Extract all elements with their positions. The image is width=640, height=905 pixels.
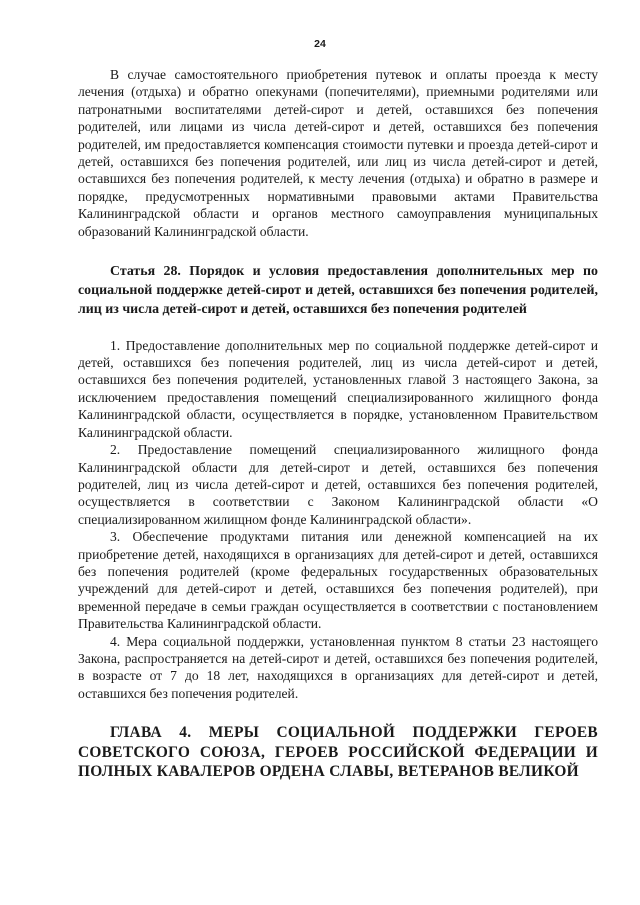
chapter-4-heading: ГЛАВА 4. МЕРЫ СОЦИАЛЬНОЙ ПОДДЕРЖКИ ГЕРОЕВ СОВЕТСКОГО СОЮЗА, ГЕРОЕВ РОССИЙСКОЙ ФЕДЕРАЦИИ И ПОЛНЫХ КАВАЛЕРОВ ОРДЕНА СЛАВЫ, ВЕТЕРАНОВ ВЕЛИКОЙ <box>78 724 598 781</box>
intro-paragraph: В случае самостоятельного приобретения путевок и оплаты проезда к месту лечения (отдыха) и обратно опекунами (попечителями), приемными родителями или патронатными воспитателями детей-сирот и детей, оставшихся без попечения родителей, или лицами из числа детей-сирот и детей, оставшихся без попечения родителей, им предоставляется компенсация стоимости путевки и проезда детей-сирот и детей, оставшихся без попечения родителей, или лиц из числа детей-сирот и детей, оставшихся без попечения родителей, к месту лечения (отдыха) и обратно в размере и порядке, предусмотренных нормативными правовыми актами Правительства Калининградской области и органов местного самоуправления муниципальных образований Калининградской области. <box>78 67 598 239</box>
article-paragraph-4: 4. Мера социальной поддержки, установленная пунктом 8 статьи 23 настоящего Закона, распространяется на детей-сирот и детей, оставшихся без попечения родителей, в возрасте от 7 до 18 лет, находящихся в организациях для детей-сирот и детей, оставшихся без попечения родителей. <box>78 633 598 701</box>
article-paragraph-3: 3. Обеспечение продуктами питания или денежной компенсацией на их приобретение детей, находящихся в организациях для детей-сирот и детей, оставшихся без попечения родителей (кроме федеральных государственных образовательных учреждений для детей-сирот и детей, оставшихся без попечения родителей), при временной передаче в семьи граждан осуществляется в соответствии с постановлением Правительства Калининградской области. <box>78 529 598 632</box>
page-content <box>78 66 598 782</box>
article-28-heading: Статья 28. Порядок и условия предоставления дополнительных мер по социальной поддержке детей-сирот и детей, оставшихся без попечения родителей, лиц из числа детей-сирот и детей, оставшихся без попечения родителей <box>78 264 598 318</box>
article-paragraph-2: 2. Предоставление помещений специализированного жилищного фонда Калининградской области для детей-сирот и детей, оставшихся без попечения родителей, лиц из числа детей-сирот и детей, оставшихся без попечения родителей, осуществляется в соответствии с Законом Калининградской области «О специализированном жилищном фонде Калининградской области». <box>78 442 598 527</box>
article-paragraph-1: 1. Предоставление дополнительных мер по социальной поддержке детей-сирот и детей, оставшихся без попечения родителей, лиц из числа детей-сирот и детей, оставшихся без попечения родителей, установленных главой 3 настоящего Закона, за исключением предоставления помещений специализированного жилищного фонда Калининградской области, осуществляется в порядке, установленном Правительством Калининградской области. <box>78 337 598 440</box>
page-number: 24 <box>314 38 326 50</box>
